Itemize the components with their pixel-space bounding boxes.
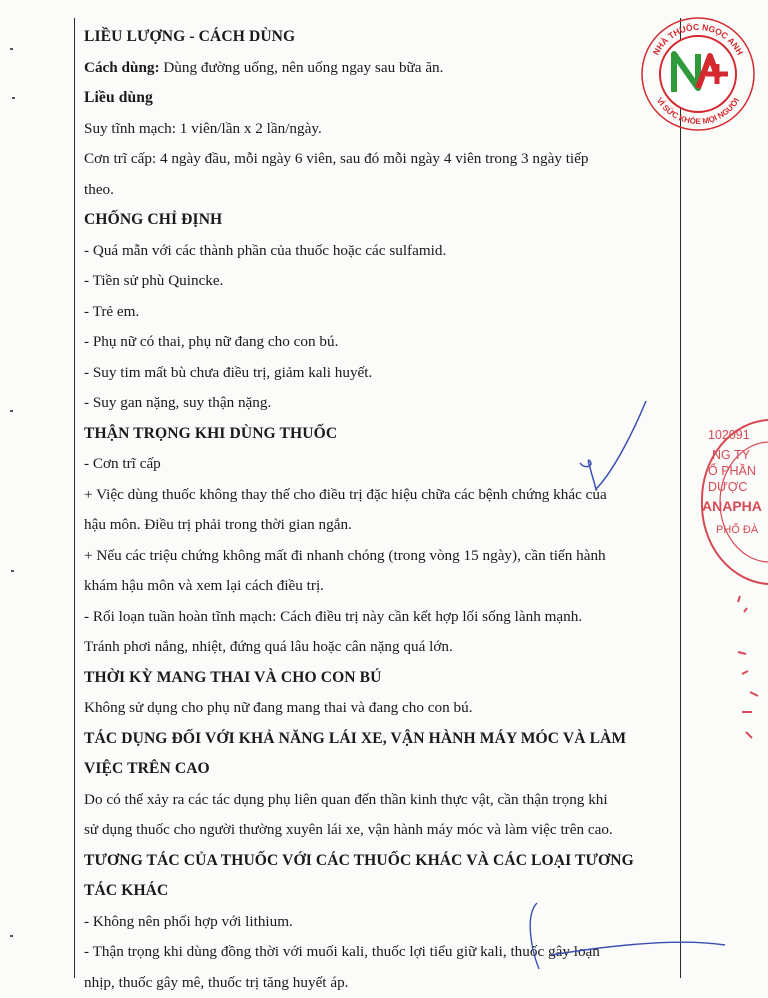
paragraph: - Suy gan nặng, suy thận nặng.	[84, 388, 674, 419]
paragraph: sử dụng thuốc cho người thường xuyên lái xe, vận hành máy móc và làm việc trên cao.	[84, 815, 674, 846]
pharmacy-stamp-logo	[636, 12, 760, 136]
stamp-line: 102091	[708, 428, 750, 442]
section-heading: TƯƠNG TÁC CỦA THUỐC VỚI CÁC THUỐC KHÁC VÀ CÁC LOẠI TƯƠNG	[84, 846, 674, 877]
paragraph: khám hậu môn và xem lại cách điều trị.	[84, 571, 674, 602]
stamp-line: Ổ PHẦN	[708, 464, 756, 478]
paragraph: - Tiền sử phù Quincke.	[84, 266, 674, 297]
stamp-line: DƯỢC	[708, 480, 747, 494]
paragraph: - Phụ nữ có thai, phụ nữ đang cho con bú.	[84, 327, 674, 358]
document-body	[84, 22, 674, 998]
paragraph: - Rối loạn tuần hoàn tĩnh mạch: Cách điều trị này cần kết hợp lối sống lành mạnh.	[84, 602, 674, 633]
paragraph: nhịp, thuốc gây mê, thuốc trị tăng huyết áp.	[84, 968, 674, 998]
scan-speck	[11, 570, 14, 572]
paragraph: + Việc dùng thuốc không thay thế cho điều trị đặc hiệu chữa các bệnh chứng khác của	[84, 480, 674, 511]
paragraph: - Trẻ em.	[84, 297, 674, 328]
scan-speck	[12, 97, 15, 99]
section-heading: LIỀU LƯỢNG - CÁCH DÙNG	[84, 22, 674, 53]
section-heading: THẬN TRỌNG KHI DÙNG THUỐC	[84, 419, 674, 450]
section-heading: CHỐNG CHỈ ĐỊNH	[84, 205, 674, 236]
stamp-line: PHỐ ĐÀ	[716, 524, 758, 536]
paragraph: Suy tĩnh mạch: 1 viên/lần x 2 lần/ngày.	[84, 114, 674, 145]
paragraph: Cơn trĩ cấp: 4 ngày đầu, mỗi ngày 6 viên, sau đó mỗi ngày 4 viên trong 3 ngày tiếp	[84, 144, 674, 175]
paragraph: hậu môn. Điều trị phải trong thời gian ngắn.	[84, 510, 674, 541]
paragraph	[84, 53, 674, 84]
paragraph: - Cơn trĩ cấp	[84, 449, 674, 480]
paragraph: Không sử dụng cho phụ nữ đang mang thai và đang cho con bú.	[84, 693, 674, 724]
scan-speck	[10, 48, 13, 50]
paragraph: - Suy tim mất bù chưa điều trị, giảm kali huyết.	[84, 358, 674, 389]
paragraph-label: Cách dùng:	[84, 59, 160, 76]
paragraph: Do có thể xảy ra các tác dụng phụ liên quan đến thần kinh thực vật, cần thận trọng khi	[84, 785, 674, 816]
stamp-line: ANAPHA	[702, 498, 762, 514]
subheading: Liều dùng	[84, 83, 674, 114]
scan-speck	[10, 935, 13, 937]
paragraph: + Nếu các triệu chứng không mất đi nhanh chóng (trong vòng 15 ngày), cần tiến hành	[84, 541, 674, 572]
paragraph: - Thận trọng khi dùng đồng thời với muối kali, thuốc lợi tiểu giữ kali, thuốc gây loạn	[84, 937, 674, 968]
section-heading: THỜI KỲ MANG THAI VÀ CHO CON BÚ	[84, 663, 674, 694]
stamp-bottom-text: VÌ SỨC KHỎE MỌI NGƯỜI	[655, 96, 742, 126]
paragraph: theo.	[84, 175, 674, 206]
scan-speck	[10, 410, 13, 412]
stamp-top-text: NHÀ THUỐC NGỌC ANH	[651, 21, 745, 57]
paragraph: Tránh phơi nắng, nhiệt, đứng quá lâu hoặc cân nặng quá lớn.	[84, 632, 674, 663]
section-heading: TÁC KHÁC	[84, 876, 674, 907]
company-stamp-partial	[698, 412, 768, 772]
paragraph: - Quá mẫn với các thành phần của thuốc hoặc các sulfamid.	[84, 236, 674, 267]
section-heading: VIỆC TRÊN CAO	[84, 754, 674, 785]
paragraph: - Không nên phối hợp với lithium.	[84, 907, 674, 938]
paragraph-text: Dùng đường uống, nên uống ngay sau bữa ăn.	[163, 59, 443, 76]
section-heading: TÁC DỤNG ĐỐI VỚI KHẢ NĂNG LÁI XE, VẬN HÀNH MÁY MÓC VÀ LÀM	[84, 724, 674, 755]
stamp-line: NG TY	[712, 448, 750, 462]
